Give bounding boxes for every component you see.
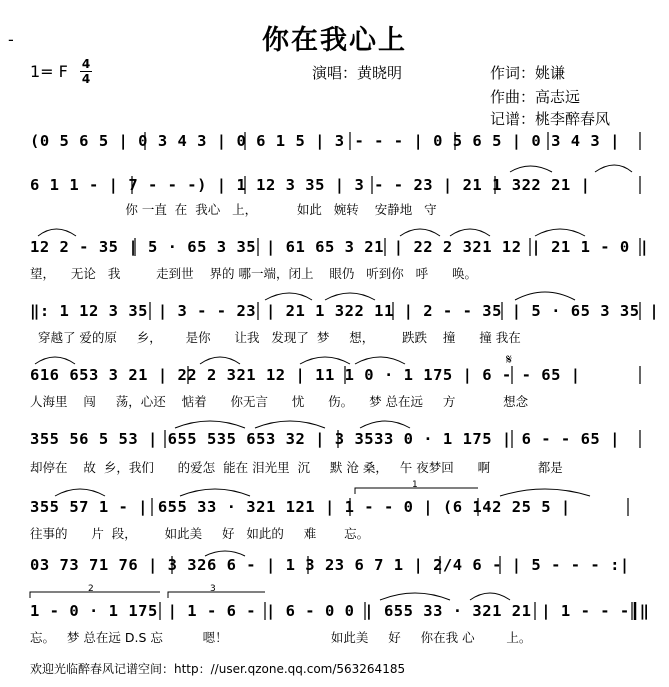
song-title: 你在我心上 bbox=[262, 25, 407, 56]
time-signature bbox=[80, 58, 92, 85]
lyric-line-2: 你 一直 在 我心 上， 如此 婉转 安静地 守 bbox=[30, 202, 437, 217]
volta-1-number: 1 bbox=[412, 480, 418, 490]
lyricist-credit: 作词：姚谦 bbox=[490, 64, 566, 82]
page-dash: - bbox=[8, 30, 14, 49]
singer-credit: 演唱：黄晓明 bbox=[312, 64, 403, 82]
lyric-line-5: 人海里 闯 荡，心还 惦着 你无言 忧 伤。 梦 总在远 方 想念 bbox=[30, 394, 529, 409]
volta-2-number: 2 bbox=[88, 584, 94, 594]
lyric-line-3: 望， 无论 我 走到世 界的 哪一端，闭上 眼仍 听到你 呼 唤。 bbox=[30, 266, 478, 281]
notation-line-3: 12 2 - 35 | 5 · 65 3 35 | 61 65 3 21 | 22 2 321 12 | 21 1 - 0 | bbox=[30, 238, 650, 256]
footer-text: 欢迎光临醉春风记谱空间：http：//user.qzone.qq.com/563264185 bbox=[30, 662, 406, 676]
notation-line-4: ‖: 1 12 3 35 | 3 - - 23 | 21 1 322 11 | 2 - - 35 | 5 · 65 3 35 | bbox=[30, 302, 660, 320]
lyric-line-6: 却停在 故 乡，我们 的爱怎 能在 泪光里 沉 默 沧 桑， 午 夜梦回 啊 都是 bbox=[30, 460, 563, 475]
notation-line-5: 616 653 3 21 | 22 2 321 12 | 11 1 0 · 1 175 | 6 - - 65 | bbox=[30, 366, 581, 384]
meter-top: 4 bbox=[81, 57, 91, 71]
composer-credit: 作曲：高志远 bbox=[490, 88, 581, 106]
notation-line-2: 6 1 1 - | 7 - - -) | 1 12 3 35 | 3 - - 23 | 21 1 322 21 | bbox=[30, 176, 591, 194]
notation-line-7: 355 57 1 - | 655 33 · 321 121 | 1 - - 0 | (6 142 25 5 | bbox=[30, 498, 571, 516]
lyric-line-4: 穿越了 爱的原 乡， 是你 让我 发现了 梦 想， 跌跌 撞 撞 我在 bbox=[30, 330, 521, 345]
meter-bottom: 4 bbox=[81, 72, 91, 86]
key-signature: 1= F bbox=[30, 62, 68, 81]
segno-sign: 𝄋 bbox=[506, 352, 513, 368]
volta-3-number: 3 bbox=[210, 584, 216, 594]
notation-line-6: 355 56 5 53 | 655 535 653 32 | 3 3533 0 · 1 175 | 6 - - 65 | bbox=[30, 430, 620, 448]
lyric-line-7: 往事的 片 段， 如此美 好 如此的 难 忘。 bbox=[30, 526, 370, 541]
lyric-line-9: 忘。 梦 总在远 D.S 忘 嗯！ 如此美 好 你在我 心 上。 bbox=[30, 630, 532, 645]
notation-line-1: (0 5 6 5 | 0 3 4 3 | 0 6 1 5 | 3 - - - | 0 5 6 5 | 0 3 4 3 | bbox=[30, 132, 620, 150]
notation-line-9: 1 - 0 · 1 175 | 1 - 6 - | 6 - 0 0 | 655 33 · 321 21 | 1 - - - ‖ bbox=[30, 602, 650, 620]
transcriber-credit: 记谱：桃李醉春风 bbox=[490, 110, 611, 128]
notation-line-8: 03 73 71 76 | 3 326 6 - | 1 3 23 6 7 1 | 2/4 6 - | 5 - - - :| bbox=[30, 556, 630, 574]
